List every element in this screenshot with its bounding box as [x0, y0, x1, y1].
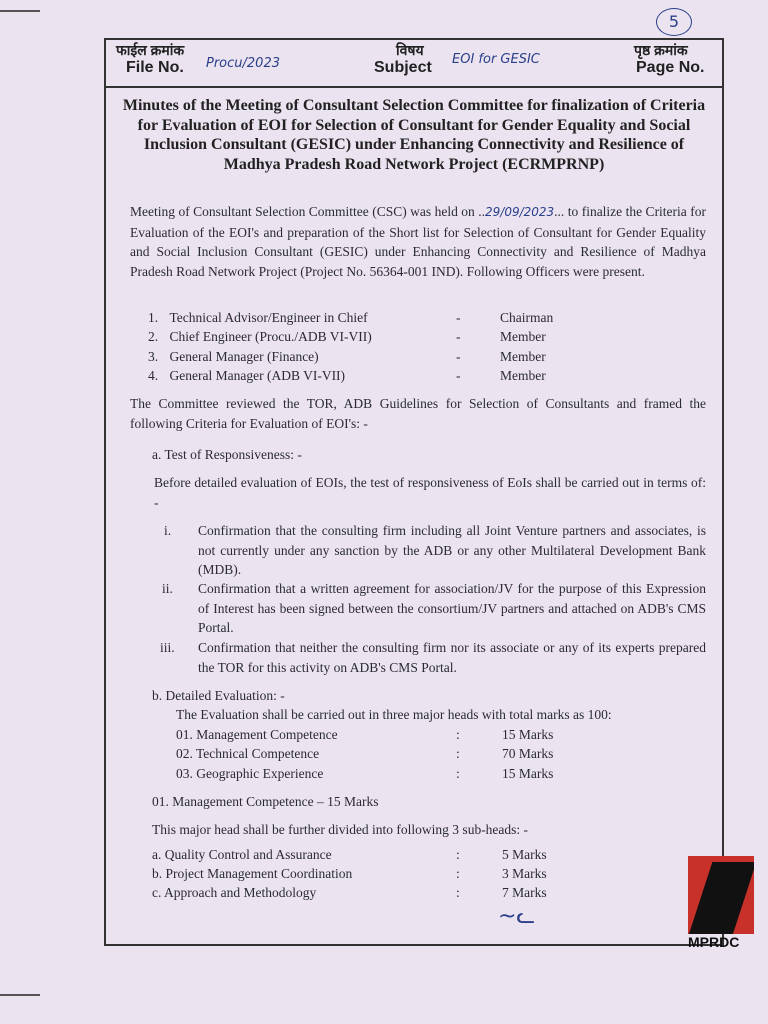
officer-role: Member	[500, 329, 546, 344]
section-b-intro: The Evaluation shall be carried out in three major heads with total marks as 100:	[176, 707, 612, 722]
meeting-date: 29/09/2023	[485, 205, 555, 219]
sub-head-label: a. Quality Control and Assurance	[152, 847, 332, 862]
logo-road-shape	[688, 862, 754, 934]
sub-head-sep: :	[456, 885, 460, 900]
sub-head-sep: :	[456, 866, 460, 881]
file-no-label	[116, 42, 184, 78]
file-no-hindi: फाईल क्रमांक	[116, 42, 185, 58]
document-title: Minutes of the Meeting of Consultant Selection Committee for finalization of Criteria for Evaluation of EOI for Selection of Consultant for Gender Equality and Social Inclusion Consultant (GESIC) under Enhancing Connectivity and Resilience of Madhya Pradesh Road Network Project (ECRMPRNP)	[122, 97, 706, 173]
margin-mark-top	[0, 10, 40, 12]
resp-num: i.	[164, 523, 172, 538]
officer-name: Chief Engineer (Procu./ADB VI-VII)	[169, 329, 372, 344]
margin-mark-bottom	[0, 994, 40, 996]
officer-num: 1.	[148, 310, 159, 325]
intro-paragraph	[130, 202, 706, 281]
section-a-intro: Before detailed evaluation of EOIs, the test of responsiveness of EoIs shall be carried out in terms of: -	[154, 475, 706, 510]
major-head-label: 02. Technical Competence	[176, 746, 320, 761]
resp-text: Confirmation that a written agreement for association/JV for the purpose of this Expression of Interest has been signed between the consortium/JV partners and attached on ADB's CMS Portal.	[198, 581, 706, 635]
officer-row	[148, 347, 319, 366]
page-no-english: Page No.	[636, 59, 705, 76]
officer-name: Technical Advisor/Engineer in Chief	[169, 310, 368, 325]
sub-head-sep: :	[456, 847, 460, 862]
officer-name: General Manager (Finance)	[169, 349, 319, 364]
officer-dash: -	[456, 368, 461, 383]
file-header	[106, 40, 722, 88]
major-head-marks: 15 Marks	[502, 766, 554, 781]
page-no-hindi: पृष्ठ क्रमांक	[634, 42, 688, 58]
officer-role: Chairman	[500, 310, 554, 325]
officer-row	[148, 308, 368, 327]
officer-role: Member	[500, 349, 546, 364]
subject-label	[374, 42, 432, 78]
officer-dash: -	[456, 329, 461, 344]
intro-text-start: Meeting of Consultant Selection Committee (CSC) was held on ..	[130, 204, 485, 219]
officer-dash: -	[456, 310, 461, 325]
intro-text-end: ... to finalize the Criteria for Evaluation of the EOI's and preparation of the Short list for Selection of Consultant for Gender Equality and Social Inclusion Consultant (GESIC) under Enhancing Connectivity and Resilience of Madhya Pradesh Road Network Project (Project No. 56364-001 IND). Following Officers were present.	[130, 204, 706, 279]
subject-english: Subject	[374, 59, 432, 76]
section-a-heading: a. Test of Responsiveness: -	[152, 447, 302, 462]
page-no-label	[626, 42, 704, 78]
major-head-label: 01. Management Competence	[176, 727, 338, 742]
officer-dash: -	[456, 349, 461, 364]
mprdc-logo	[688, 856, 758, 952]
committee-paragraph: The Committee reviewed the TOR, ADB Guidelines for Selection of Consultants and framed the following Criteria for Evaluation of EOI's: -	[130, 396, 706, 431]
sub-head-marks: 5 Marks	[502, 847, 547, 862]
file-no-english: File No.	[126, 59, 184, 76]
document-frame	[104, 38, 724, 946]
officer-role: Member	[500, 368, 546, 383]
sub-head-label: b. Project Management Coordination	[152, 866, 353, 881]
signature-mark: ~ᓚ	[498, 904, 536, 929]
subject-value: EOI for GESIC	[452, 52, 540, 67]
management-heading: 01. Management Competence – 15 Marks	[152, 794, 379, 809]
sub-head-marks: 7 Marks	[502, 885, 547, 900]
page-number-circle: 5	[656, 8, 692, 36]
officer-num: 3.	[148, 349, 159, 364]
sub-head-marks: 3 Marks	[502, 866, 547, 881]
resp-text: Confirmation that the consulting firm including all Joint Venture partners and associates, is not currently under any sanction by the ADB or any other Multilateral Development Bank (MDB).	[198, 523, 706, 577]
major-head-sep: :	[456, 746, 460, 761]
sub-head-label: c. Approach and Methodology	[152, 885, 317, 900]
section-b-heading: b. Detailed Evaluation: -	[152, 688, 285, 703]
officer-row	[148, 366, 345, 385]
logo-text: MPRDC	[688, 934, 740, 950]
major-head-sep: :	[456, 766, 460, 781]
management-intro: This major head shall be further divided into following 3 sub-heads: -	[152, 822, 529, 837]
resp-num: ii.	[162, 581, 173, 596]
major-head-marks: 15 Marks	[502, 727, 554, 742]
officer-name: General Manager (ADB VI-VII)	[169, 368, 346, 383]
resp-text: Confirmation that neither the consulting firm nor its associate or any of its experts prepared the TOR for this activity on ADB's CMS Portal.	[198, 640, 706, 675]
resp-num: iii.	[160, 640, 175, 655]
officer-num: 2.	[148, 329, 159, 344]
major-head-sep: :	[456, 727, 460, 742]
major-head-label: 03. Geographic Experience	[176, 766, 324, 781]
officer-row	[148, 327, 372, 346]
major-head-marks: 70 Marks	[502, 746, 554, 761]
file-no-value: Procu/2023	[206, 56, 280, 71]
subject-hindi: विषय	[396, 42, 424, 58]
logo-road-graphic	[688, 856, 754, 934]
officer-num: 4.	[148, 368, 159, 383]
